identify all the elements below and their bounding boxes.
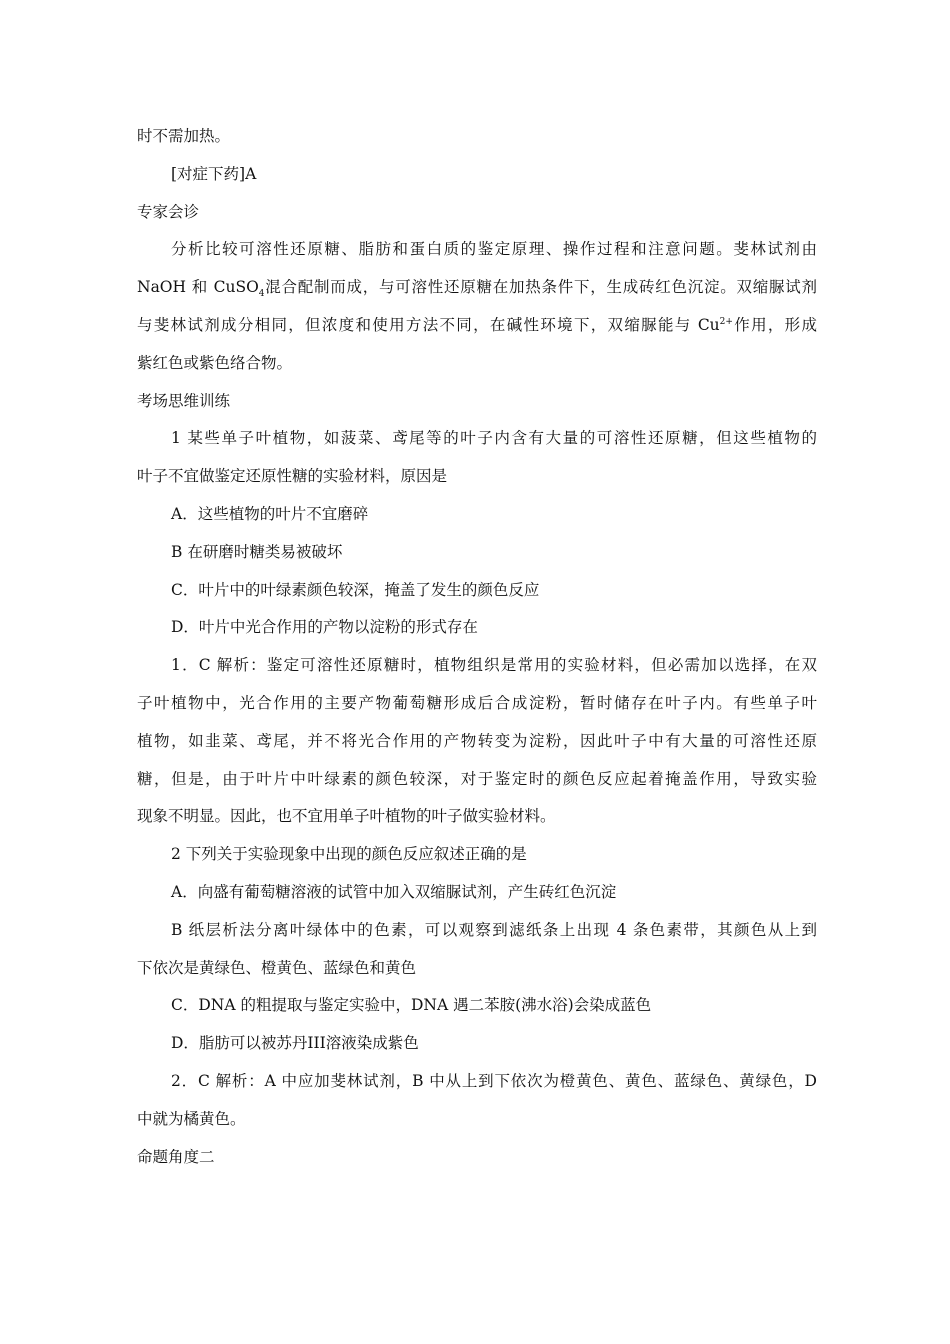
option-c: C．DNA 的粗提取与鉴定实验中，DNA 遇二苯胺(沸水浴)会染成蓝色 [171, 996, 652, 1015]
analysis-line: NaOH 和 CuSO$_4$混合配制而成，与可溶性还原糖在加热条件下，生成砖红色沉淀。双缩脲试剂 [137, 278, 817, 300]
option-c: C．叶片中的叶绿素颜色较深，掩盖了发生的颜色反应 [171, 580, 540, 599]
section-heading-angle-two: 命题角度二 [137, 1147, 215, 1166]
answer-1-explanation: 子叶植物中，光合作用的主要产物葡萄糖形成后合成淀粉，暂时储存在叶子内。有些单子叶 [137, 693, 817, 712]
option-d: D．脂肪可以被苏丹III溶液染成紫色 [171, 1034, 419, 1053]
option-d: D．叶片中光合作用的产物以淀粉的形式存在 [171, 618, 478, 637]
answer-label: [对症下药]A [171, 164, 257, 183]
question-2-stem: 2 下列关于实验现象中出现的颜色反应叙述正确的是 [171, 845, 527, 864]
option-b: 下依次是黄绿色、橙黄色、蓝绿色和黄色 [137, 958, 417, 977]
answer-1-explanation: 糖，但是，由于叶片中叶绿素的颜色较深，对于鉴定时的颜色反应起着掩盖作用，导致实验 [137, 769, 817, 788]
option-a: A．这些植物的叶片不宜磨碎 [171, 504, 369, 523]
answer-2-explanation: 2．C 解析：A 中应加斐林试剂，B 中从上到下依次为橙黄色、黄色、蓝绿色、黄绿色，D [171, 1071, 817, 1090]
answer-1-explanation: 植物，如韭菜、鸢尾，并不将光合作用的产物转变为淀粉，因此叶子中有大量的可溶性还原 [137, 731, 817, 750]
section-heading-training: 考场思维训练 [137, 391, 231, 410]
question-1-stem: 叶子不宜做鉴定还原性糖的实验材料，原因是 [137, 467, 448, 486]
option-b: B 纸层析法分离叶绿体中的色素，可以观察到滤纸条上出现 4 条色素带，其颜色从上到 [171, 920, 817, 939]
analysis-line: 与斐林试剂成分相同，但浓度和使用方法不同，在碱性环境下，双缩脲能与 $Cu^{2+}$作用，形成 [137, 315, 817, 334]
section-heading-expert: 专家会诊 [137, 202, 200, 221]
option-b: B 在研磨时糖类易被破坏 [171, 542, 343, 561]
option-a: A．向盛有葡萄糖溶液的试管中加入双缩脲试剂，产生砖红色沉淀 [171, 882, 617, 901]
answer-1-explanation: 1．C 解析：鉴定可溶性还原糖时，植物组织是常用的实验材料，但必需加以选择，在双 [171, 656, 817, 675]
document-body [137, 118, 817, 1176]
paragraph-continuation: 时不需加热。 [137, 127, 231, 145]
question-1-stem: 1 某些单子叶植物，如菠菜、鸢尾等的叶子内含有大量的可溶性还原糖，但这些植物的 [171, 429, 817, 448]
analysis-line: 紫红色或紫色络合物。 [137, 353, 293, 372]
analysis-line: 分析比较可溶性还原糖、脂肪和蛋白质的鉴定原理、操作过程和注意问题。斐林试剂由 [171, 240, 817, 259]
answer-2-explanation: 中就为橘黄色。 [137, 1109, 246, 1128]
answer-1-explanation: 现象不明显。因此，也不宜用单子叶植物的叶子做实验材料。 [137, 807, 556, 826]
